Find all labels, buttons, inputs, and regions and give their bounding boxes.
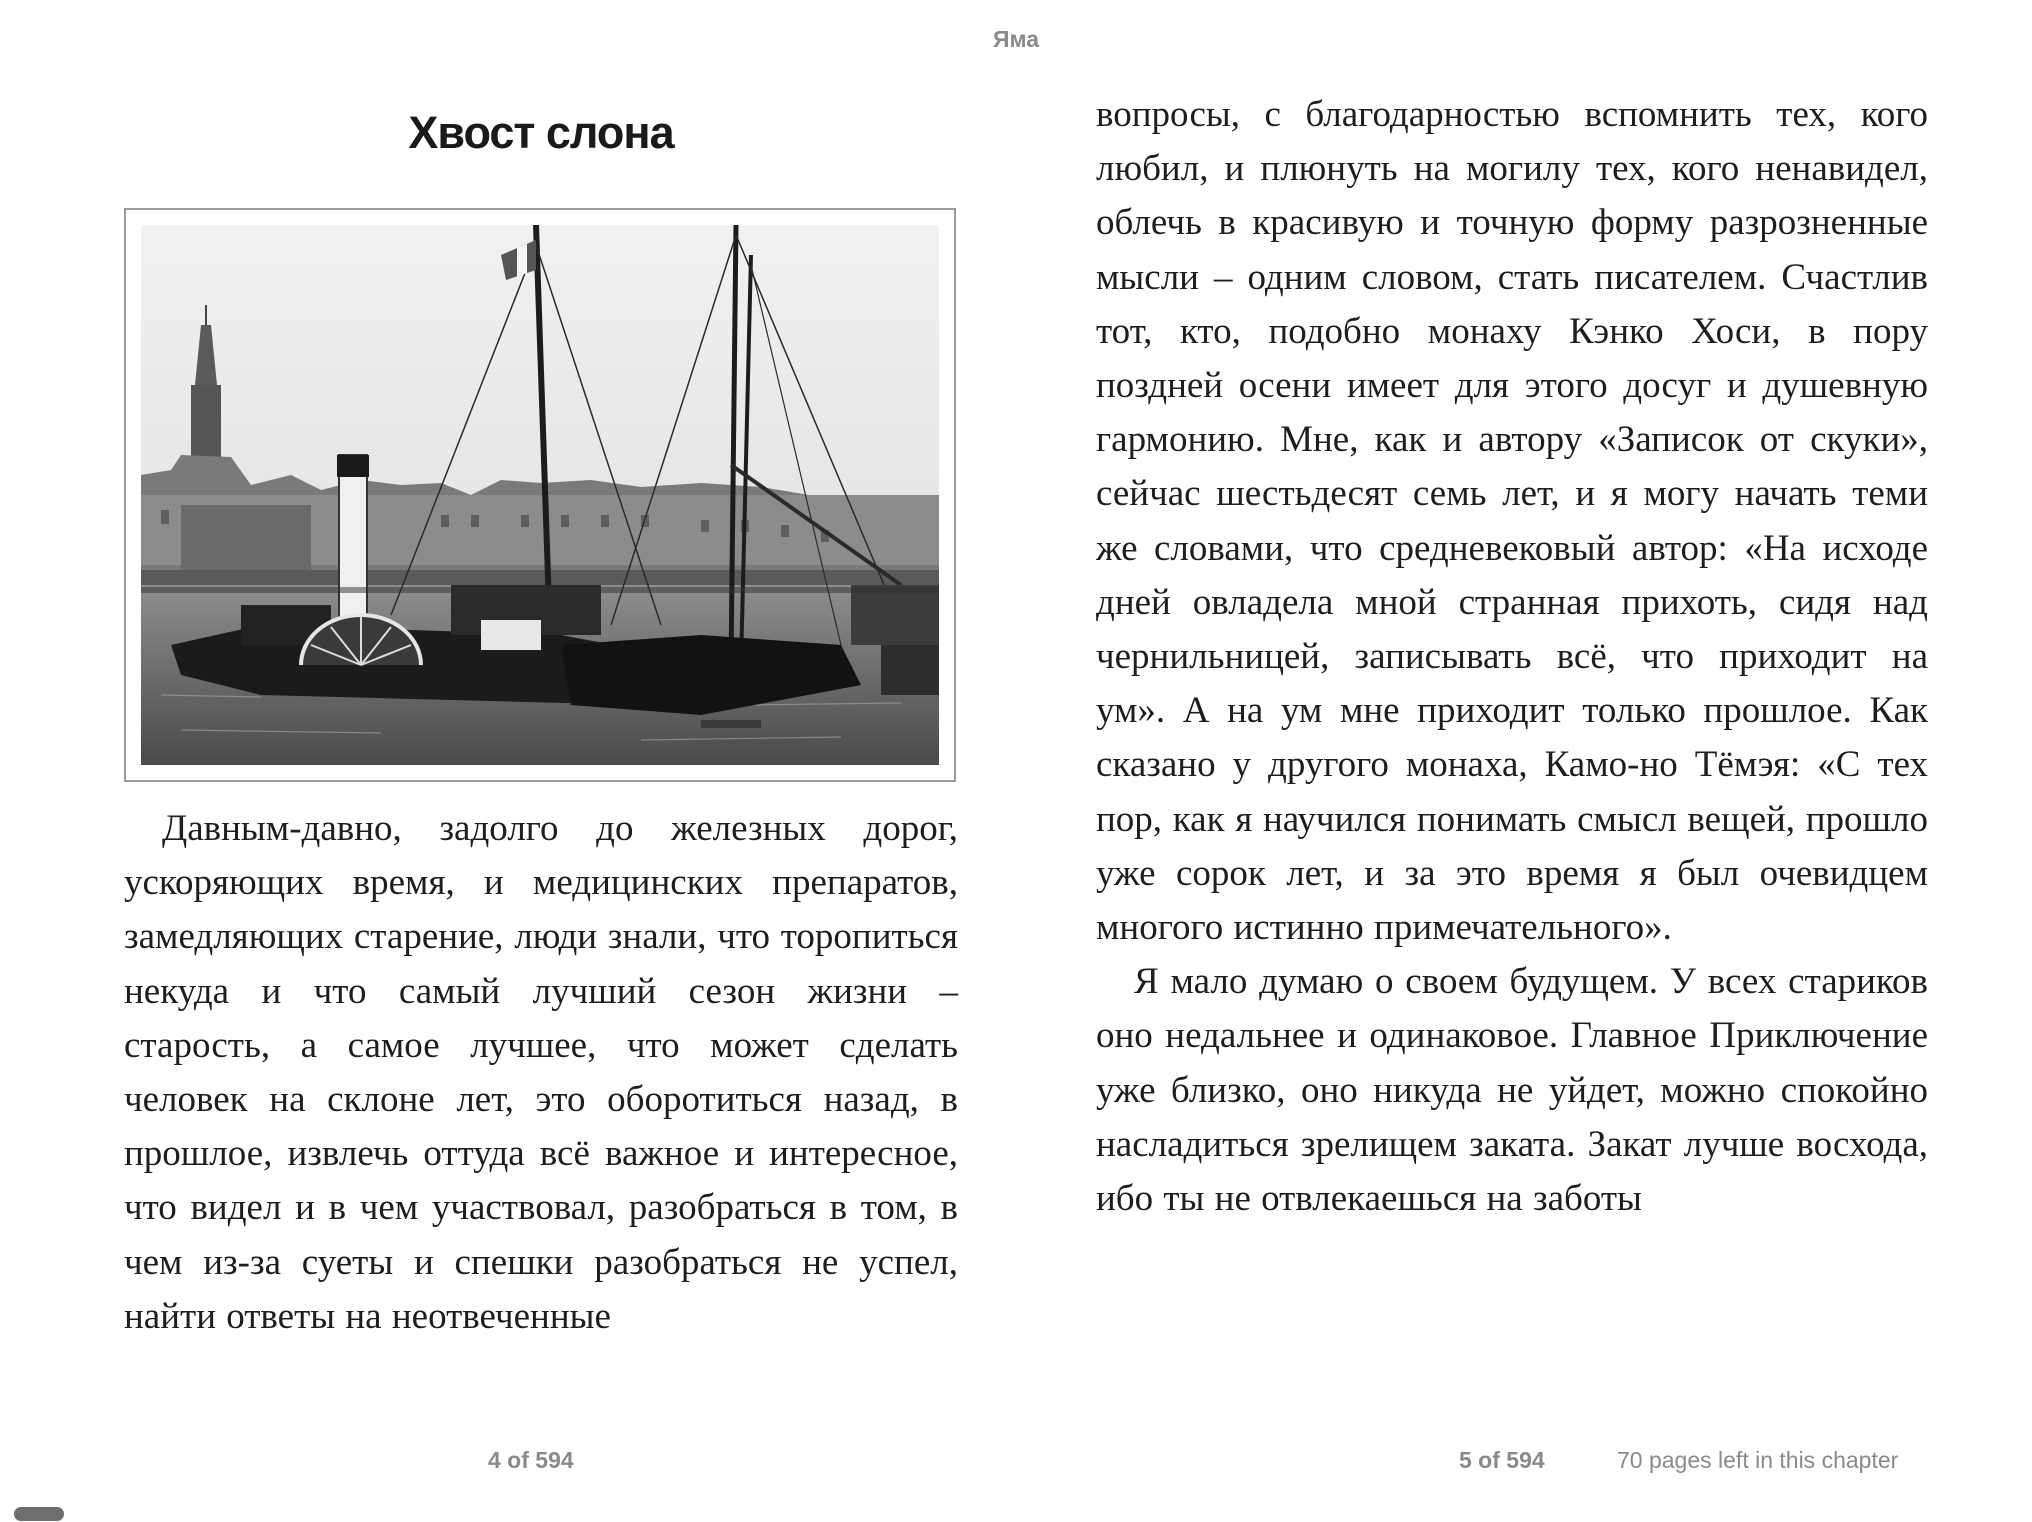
- chapter-illustration: [124, 208, 956, 782]
- right-page[interactable]: [1096, 96, 1928, 1386]
- home-indicator[interactable]: [14, 1507, 64, 1521]
- left-page-text: [124, 802, 958, 1344]
- paragraph: Давным-давно, задолго до железных дорог, ускоряющих время, и медицинских препаратов, замедляющих старение, люди знали, что торопиться некуда и что самый лучший сезон жизни – старость, а самое лучшее, что может сделать человек на склоне лет, это оборотиться назад, в прошлое, извлечь оттуда всё важное и интересное, что видел и в чем участвовал, разобраться в том, в чем из-за суеты и спешки разобраться не успел, найти ответы на неотвеченные: [124, 808, 958, 1337]
- pages-left-in-chapter: 70 pages left in this chapter: [1617, 1447, 1899, 1473]
- book-title: Яма: [992, 26, 1040, 52]
- right-page-text: [1096, 88, 1928, 1226]
- paragraph: Я мало думаю о своем будущем. У всех стариков оно недальнее и одинаковое. Главное Приключение уже близко, оно никуда не уйдет, можно спокойно насладиться зрелищем заката. Закат лучше восхода, ибо ты не отвлекаешься на заботы: [1096, 961, 1928, 1220]
- chapter-title: Хвост слона: [408, 107, 674, 158]
- right-page-number: 5 of 594: [1459, 1447, 1545, 1473]
- left-page-number: 4 of 594: [488, 1447, 574, 1473]
- harbor-photo: [141, 225, 939, 765]
- left-page[interactable]: [124, 96, 958, 1386]
- paragraph: вопросы, с благодарностью вспомнить тех, кого любил, и плюнуть на могилу тех, кого ненавидел, облечь в красивую и точную форму разрозненные мысли – одним словом, стать писателем. Счастлив тот, кто, подобно монаху Кэнко Хоси, в пору поздней осени имеет для этого досуг и душевную гармонию. Мне, как и автору «Записок от скуки», сейчас шестьдесят семь лет, и я могу начать теми же словами, что средневековый автор: «На исходе дней овладела мной странная прихоть, сидя над чернильницей, записывать всё, что приходит на ум». А на ум мне приходит только прошлое. Как сказано у другого монаха, Камо-но Тёмэя: «С тех пор, как я научился понимать смысл вещей, прошло уже сорок лет, и за это время я был очевидцем многого истинно примечательного».: [1096, 94, 1928, 949]
